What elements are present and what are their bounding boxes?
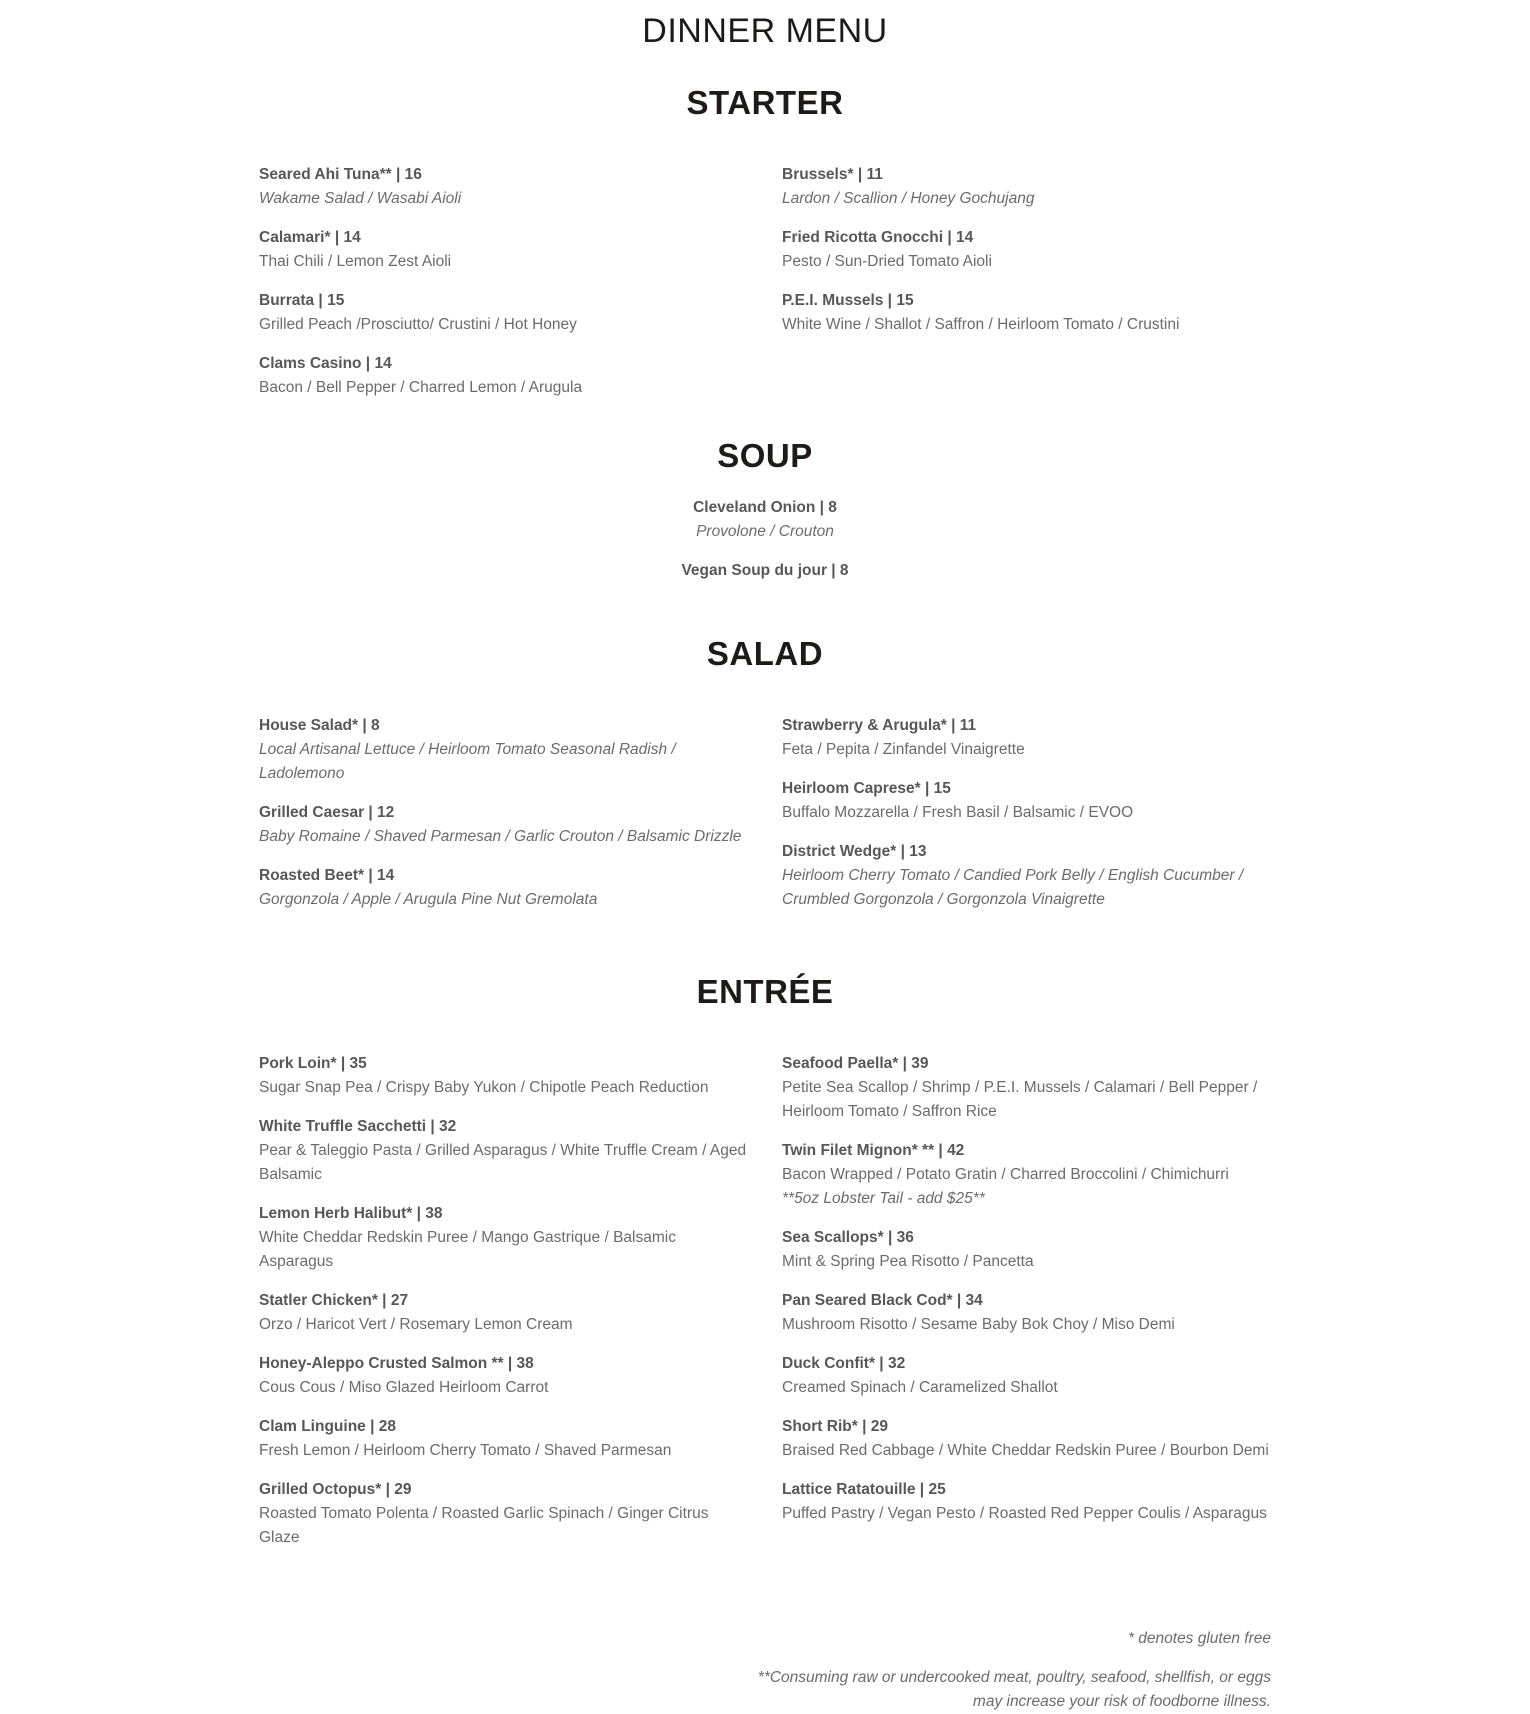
menu-item <box>782 226 1272 274</box>
item-name: Lattice Ratatouille | 25 <box>782 1481 946 1498</box>
item-name: Duck Confit* | 32 <box>782 1355 906 1372</box>
item-desc: Braised Red Cabbage / White Cheddar Redskin Puree / Bourbon Demi <box>782 1442 1269 1459</box>
menu-item <box>259 1202 749 1274</box>
salad-right-column <box>782 714 1272 927</box>
menu-item <box>259 714 749 786</box>
menu-item <box>0 559 1530 583</box>
menu-item <box>782 1052 1272 1124</box>
item-name: Brussels* | 11 <box>782 166 883 183</box>
item-name: Fried Ricotta Gnocchi | 14 <box>782 229 974 246</box>
item-desc: Lardon / Scallion / Honey Gochujang <box>782 190 1035 207</box>
menu-item <box>259 864 749 912</box>
starter-right-column <box>782 163 1272 352</box>
menu-item <box>782 714 1272 762</box>
item-desc: Baby Romaine / Shaved Parmesan / Garlic Crouton / Balsamic Drizzle <box>259 828 742 845</box>
item-desc: Bacon / Bell Pepper / Charred Lemon / Arugula <box>259 379 583 396</box>
item-desc: Petite Sea Scallop / Shrimp / P.E.I. Mussels / Calamari / Bell Pepper / Heirloom Tomato / Saffron Rice <box>782 1079 1258 1120</box>
menu-item <box>782 1352 1272 1400</box>
item-name: Twin Filet Mignon* ** | 42 <box>782 1142 965 1159</box>
item-name: Statler Chicken* | 27 <box>259 1292 409 1309</box>
menu-item <box>259 289 749 337</box>
item-desc: Grilled Peach /Prosciutto/ Crustini / Hot Honey <box>259 316 577 333</box>
salad-left-column <box>259 714 749 927</box>
item-desc: White Wine / Shallot / Saffron / Heirloom Tomato / Crustini <box>782 316 1180 333</box>
item-name: Pan Seared Black Cod* | 34 <box>782 1292 983 1309</box>
item-desc: Gorgonzola / Apple / Arugula Pine Nut Gremolata <box>259 891 598 908</box>
menu-item <box>782 1415 1272 1463</box>
item-desc: Mint & Spring Pea Risotto / Pancetta <box>782 1253 1034 1270</box>
soup-column <box>0 496 1530 598</box>
page-title: DINNER MENU <box>642 12 888 50</box>
menu-item <box>782 1289 1272 1337</box>
item-name: Lemon Herb Halibut* | 38 <box>259 1205 443 1222</box>
item-name: Clam Linguine | 28 <box>259 1418 396 1435</box>
menu-item <box>782 1139 1272 1211</box>
menu-item <box>0 496 1530 544</box>
item-name: Cleveland Onion | 8 <box>693 499 837 516</box>
starter-left-column <box>259 163 749 415</box>
item-desc: Feta / Pepita / Zinfandel Vinaigrette <box>782 741 1025 758</box>
menu-item <box>782 777 1272 825</box>
raw-food-warning-footnote: **Consuming raw or undercooked meat, poultry, seafood, shellfish, or eggs may increase your risk of foodborne illness. <box>757 1669 1271 1710</box>
menu-item <box>782 1478 1272 1526</box>
item-name: Seafood Paella* | 39 <box>782 1055 929 1072</box>
item-name: P.E.I. Mussels | 15 <box>782 292 914 309</box>
item-name: Grilled Caesar | 12 <box>259 804 395 821</box>
menu-item <box>259 1052 749 1100</box>
item-note: **5oz Lobster Tail - add $25** <box>782 1190 985 1207</box>
menu-item <box>782 840 1272 912</box>
item-desc: Wakame Salad / Wasabi Aioli <box>259 190 462 207</box>
item-desc: Mushroom Risotto / Sesame Baby Bok Choy / Miso Demi <box>782 1316 1175 1333</box>
menu-item <box>782 289 1272 337</box>
menu-item <box>259 1115 749 1187</box>
menu-item <box>259 226 749 274</box>
section-title-salad: SALAD <box>706 635 824 672</box>
entree-right-column <box>782 1052 1272 1541</box>
gluten-free-footnote: * denotes gluten free <box>1127 1630 1271 1647</box>
item-name: District Wedge* | 13 <box>782 843 927 860</box>
item-desc: Orzo / Haricot Vert / Rosemary Lemon Cream <box>259 1316 573 1333</box>
menu-item <box>782 163 1272 211</box>
item-name: White Truffle Sacchetti | 32 <box>259 1118 457 1135</box>
item-name: Pork Loin* | 35 <box>259 1055 367 1072</box>
item-name: Heirloom Caprese* | 15 <box>782 780 951 797</box>
item-desc: Sugar Snap Pea / Crispy Baby Yukon / Chipotle Peach Reduction <box>259 1079 709 1096</box>
item-name: Sea Scallops* | 36 <box>782 1229 914 1246</box>
item-name: Clams Casino | 14 <box>259 355 392 372</box>
item-desc: Cous Cous / Miso Glazed Heirloom Carrot <box>259 1379 549 1396</box>
item-name: Seared Ahi Tuna** | 16 <box>259 166 422 183</box>
item-name: Honey-Aleppo Crusted Salmon ** | 38 <box>259 1355 534 1372</box>
item-name: Vegan Soup du jour | 8 <box>681 562 849 579</box>
section-title-soup: SOUP <box>717 437 813 474</box>
menu-item <box>259 1289 749 1337</box>
menu-item <box>259 1352 749 1400</box>
section-title-starter: STARTER <box>686 84 844 121</box>
menu-item <box>259 1415 749 1463</box>
item-desc: Pear & Taleggio Pasta / Grilled Asparagus / White Truffle Cream / Aged Balsamic <box>259 1142 747 1183</box>
item-name: House Salad* | 8 <box>259 717 380 734</box>
entree-left-column <box>259 1052 749 1565</box>
item-name: Calamari* | 14 <box>259 229 361 246</box>
item-desc: Heirloom Cherry Tomato / Candied Pork Belly / English Cucumber / Crumbled Gorgonzola / Gorgonzola Vinaigrette <box>782 867 1244 908</box>
item-desc: Provolone / Crouton <box>696 523 834 540</box>
item-name: Burrata | 15 <box>259 292 345 309</box>
item-name: Strawberry & Arugula* | 11 <box>782 717 977 734</box>
menu-item <box>259 1478 749 1550</box>
menu-item <box>782 1226 1272 1274</box>
menu-item <box>259 801 749 849</box>
item-desc: Local Artisanal Lettuce / Heirloom Tomato Seasonal Radish / Ladolemono <box>259 741 676 782</box>
menu-item <box>259 352 749 400</box>
menu-item <box>259 163 749 211</box>
item-desc: Bacon Wrapped / Potato Gratin / Charred Broccolini / Chimichurri <box>782 1166 1229 1183</box>
item-desc: Buffalo Mozzarella / Fresh Basil / Balsamic / EVOO <box>782 804 1134 821</box>
item-desc: Puffed Pastry / Vegan Pesto / Roasted Red Pepper Coulis / Asparagus <box>782 1505 1267 1522</box>
item-name: Grilled Octopus* | 29 <box>259 1481 412 1498</box>
item-desc: Thai Chili / Lemon Zest Aioli <box>259 253 452 270</box>
item-desc: White Cheddar Redskin Puree / Mango Gastrique / Balsamic Asparagus <box>259 1229 676 1270</box>
item-desc: Roasted Tomato Polenta / Roasted Garlic Spinach / Ginger Citrus Glaze <box>259 1505 709 1546</box>
item-name: Short Rib* | 29 <box>782 1418 888 1435</box>
item-desc: Creamed Spinach / Caramelized Shallot <box>782 1379 1058 1396</box>
item-name: Roasted Beet* | 14 <box>259 867 395 884</box>
item-desc: Pesto / Sun-Dried Tomato Aioli <box>782 253 992 270</box>
section-title-entree: ENTRÉE <box>696 973 834 1010</box>
item-desc: Fresh Lemon / Heirloom Cherry Tomato / Shaved Parmesan <box>259 1442 672 1459</box>
